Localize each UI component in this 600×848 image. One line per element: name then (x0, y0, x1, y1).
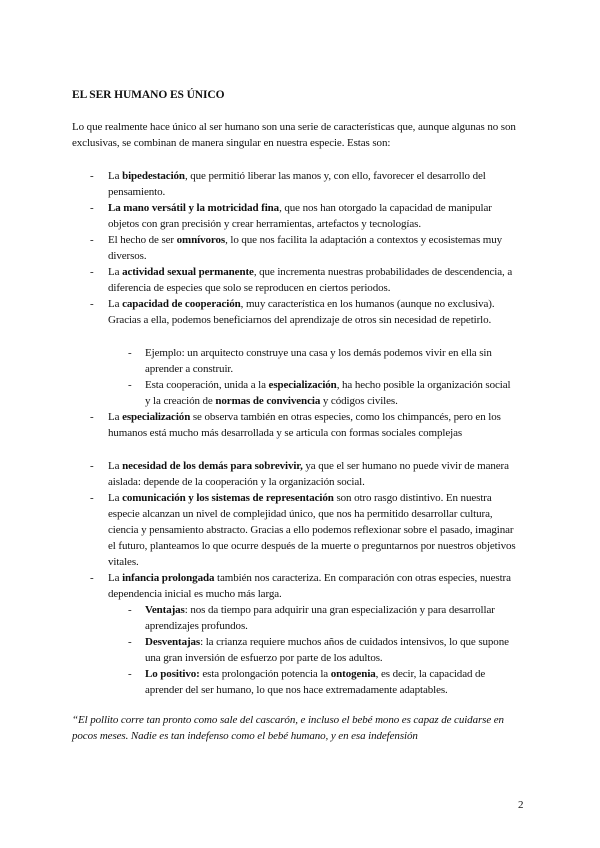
bullet-dash: - (90, 298, 94, 310)
sub-item-lo-positivo: - Lo positivo: esta prolongación potencia la ontogenia, es decir, la capacidad de aprender del ser humano, lo que nos hace extremadamente adaptables. (128, 668, 486, 696)
key-term: comunicación y los sistemas de representación (122, 492, 334, 504)
key-term: Ventajas (145, 604, 185, 616)
sub-item-cooperacion-especializacion: - Esta cooperación, unida a la especialización, ha hecho posible la organización social y la creación de normas de convivencia y códigos civiles. (128, 379, 511, 407)
list-item-comunicacion: - La comunicación y los sistemas de representación son otro rasgo distintivo. En nuestra especie alcanzan un nivel de complejidad único, que nos ha permitido desarrollar cultura, ciencia y pensamiento abstracto. Gracias a ello podemos reflexionar sobre el pasado, imaginar el futuro, planteamos lo que ocurre después de la muerte o preguntarnos por nuestros objetivos vitales. (90, 492, 516, 568)
list-item-omnivoros: - El hecho de ser omnívoros, lo que nos facilita la adaptación a contextos y ecosistemas muy diversos. (90, 234, 503, 262)
key-term: ontogenia (330, 668, 376, 680)
bullet-dash: - (90, 234, 94, 246)
key-term: bipedestación (122, 170, 185, 182)
sub-item-desventajas: - Desventajas: la crianza requiere muchos años de cuidados intensivos, lo que supone una gran inversión de esfuerzo por parte de los adultos. (128, 636, 509, 664)
intro-paragraph: Lo que realmente hace único al ser humano son una serie de características que, aunque algunas no son exclusivas, se combinan de manera singular en nuestra especie. Estas son: (72, 121, 516, 149)
bullet-dash: - (90, 492, 94, 504)
sub-item-ventajas: - Ventajas: nos da tiempo para adquirir una gran especialización y para desarrollar aprendizajes profundos. (128, 604, 495, 632)
bullet-dash: - (90, 170, 94, 182)
bullet-dash: - (128, 668, 132, 680)
bullet-dash: - (90, 460, 94, 472)
key-term: normas de convivencia (215, 395, 321, 407)
page-number: 2 (518, 799, 524, 811)
key-term: capacidad de cooperación (122, 298, 241, 310)
list-item-mano-versatil: - La mano versátil y la motricidad fina, que nos han otorgado la capacidad de manipular objetos con gran precisión y crear herramientas, artefactos y tecnologías. (90, 202, 492, 230)
key-term: infancia prolongada (122, 572, 215, 584)
quote-paragraph: “El pollito corre tan pronto como sale del cascarón, e incluso el bebé mono es capaz de cuidarse en pocos meses. Nadie es tan indefenso como el bebé humano, y en esa indefensión (72, 714, 504, 742)
bullet-dash: - (90, 411, 94, 423)
key-term: omnívoros (176, 234, 226, 246)
list-item-infancia-prolongada: - La infancia prolongada también nos caracteriza. En comparación con otras especies, nuestra dependencia inicial es mucho más larga. (90, 572, 511, 600)
list-item-bipedestacion: - La bipedestación, que permitió liberar las manos y, con ello, favorecer el desarrollo del pensamiento. (90, 170, 486, 198)
key-term: actividad sexual permanente (122, 266, 254, 278)
bullet-dash: - (90, 266, 94, 278)
key-term: La mano versátil y la motricidad fina (108, 202, 280, 214)
key-term: necesidad de los demás para sobrevivir, (122, 460, 303, 472)
sub-item-ejemplo: - Ejemplo: un arquitecto construye una casa y los demás podemos vivir en ella sin aprender a construir. (128, 347, 492, 375)
key-term: Desventajas (145, 636, 201, 648)
bullet-dash: - (128, 347, 132, 359)
bullet-dash: - (90, 202, 94, 214)
list-item-cooperacion: - La capacidad de cooperación, muy característica en los humanos (aunque no exclusiva). Gracias a ella, podemos beneficiarnos del aprendizaje de otros sin necesidad de repetirlo. (90, 298, 495, 326)
bullet-dash: - (128, 604, 132, 616)
key-term: especialización (268, 379, 337, 391)
bullet-dash: - (90, 572, 94, 584)
list-item-especializacion: - La especialización se observa también en otras especies, como los chimpancés, pero en los humanos está mucho más desarrollada y se articula con formas sociales complejas (90, 411, 501, 439)
key-term: Lo positivo: (145, 668, 200, 680)
key-term: especialización (122, 411, 191, 423)
bullet-dash: - (128, 636, 132, 648)
bullet-dash: - (128, 379, 132, 391)
list-item-necesidad-demas: - La necesidad de los demás para sobrevivir, ya que el ser humano no puede vivir de manera aislada: depende de la cooperación y la organización social. (90, 460, 509, 488)
list-item-actividad-sexual: - La actividad sexual permanente, que incrementa nuestras probabilidades de descendencia, a diferencia de especies que solo se reproducen en ciertos periodos. (90, 266, 513, 294)
document-title: EL SER HUMANO ES ÚNICO (72, 89, 225, 101)
